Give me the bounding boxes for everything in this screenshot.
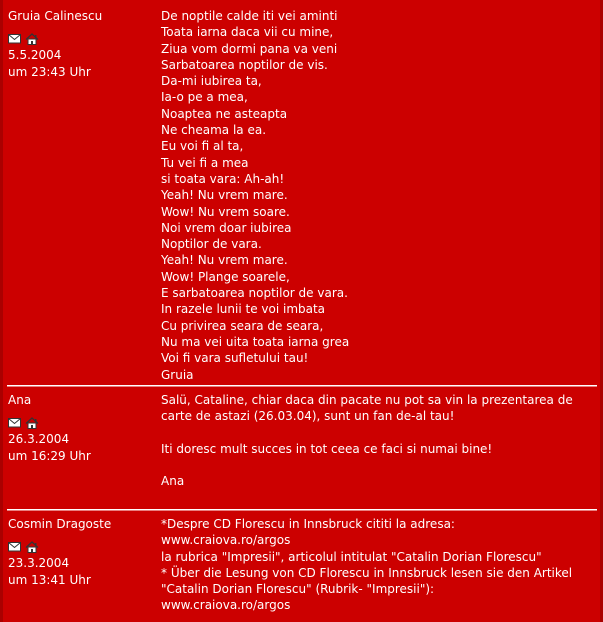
entry-meta (8, 516, 158, 588)
contact-icons (8, 414, 158, 430)
entry-date: 23.3.2004 (8, 556, 70, 571)
entry-time: um 13:41 Uhr (8, 572, 91, 587)
author-name: Ana (8, 393, 32, 407)
entry-divider (7, 385, 597, 387)
home-icon[interactable] (25, 33, 38, 44)
author-name: Gruia Calinescu (8, 9, 103, 23)
entry-date: 26.3.2004 (8, 432, 70, 447)
author-name: Cosmin Dragoste (8, 517, 112, 531)
entry-meta (8, 8, 158, 80)
mail-icon[interactable] (8, 541, 21, 552)
mail-icon[interactable] (8, 33, 21, 44)
entry-divider (7, 509, 597, 511)
entry-meta (8, 392, 158, 464)
entry-message: *Despre CD Florescu in Innsbruck cititi la adresa: www.craiova.ro/argos la rubrica "Impresii", articolul intitulat "Catalin Dorian Florescu" * Über die Lesung von CD Florescu in Innsbruck lesen sie den Artikel "Catalin Dorian Florescu" (Rubrik- "Impresii"): www.craiova.ro/argos (161, 517, 573, 613)
mail-icon[interactable] (8, 417, 21, 428)
home-icon[interactable] (25, 541, 38, 552)
entry-date: 5.5.2004 (8, 48, 62, 63)
entry-message: De noptile calde iti vei aminti Toata iarna daca vii cu mine, Ziua vom dormi pana va veni Sarbatoarea noptilor de vis. Da-mi iubirea ta, Ia-o pe a mea, Noaptea ne asteapta Ne cheama la ea. Eu voi fi al ta, Tu vei fi a mea si toata vara: Ah-ah! Yeah! Nu vrem mare. Wow! Nu vrem soare. Noi vrem doar iubirea Noptilor de vara. Yeah! Nu vrem mare. Wow! Plange soarele, E sarbatoarea noptilor de vara. In razele lunii te voi imbata Cu privirea seara de seara, Nu ma vei uita toata iarna grea Voi fi vara sufletului tau! Gruia (161, 9, 350, 382)
contact-icons (8, 30, 158, 46)
contact-icons (8, 538, 158, 554)
entry-time: um 23:43 Uhr (8, 64, 91, 79)
entry-time: um 16:29 Uhr (8, 448, 91, 463)
home-icon[interactable] (25, 417, 38, 428)
entry-message: Salü, Cataline, chiar daca din pacate nu pot sa vin la prezentarea de carte de astazi (26.03.04), sunt un fan de-al tau! Iti doresc mult succes in tot ceea ce faci si numai bine! Ana (161, 393, 573, 489)
